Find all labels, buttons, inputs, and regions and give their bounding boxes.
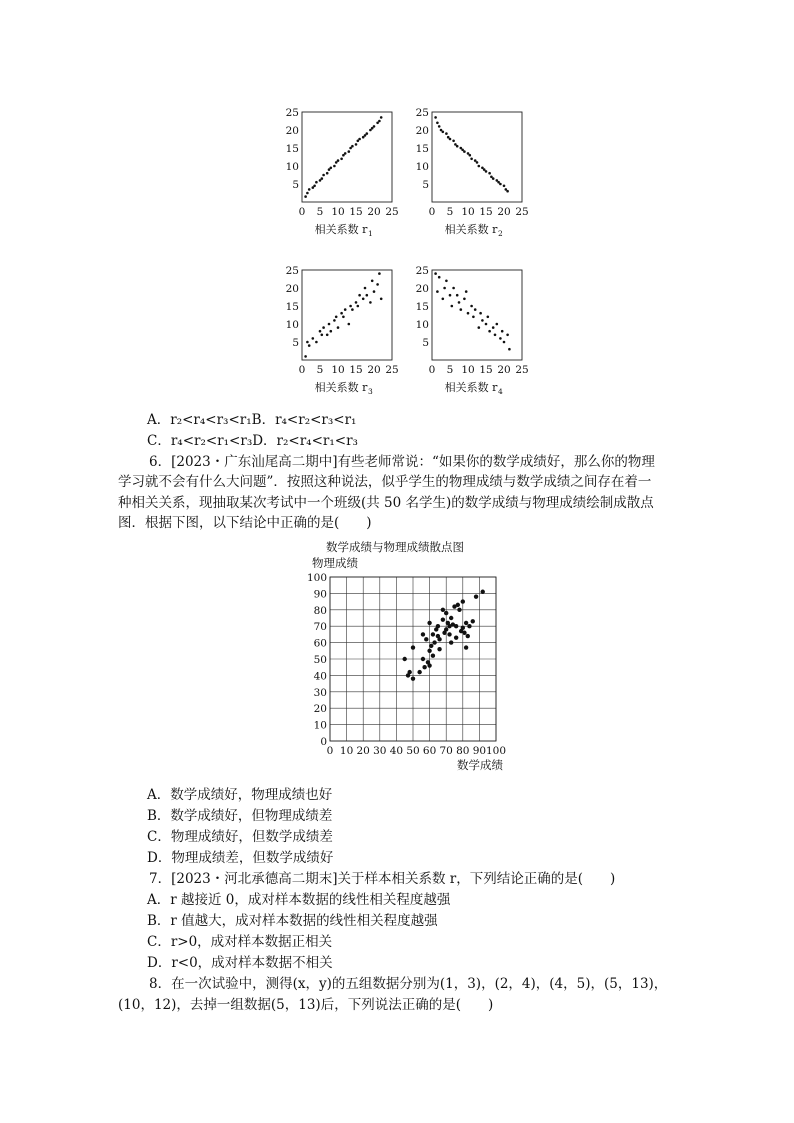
chart-label: 相关系数 r xyxy=(444,223,498,236)
x-tick-label: 15 xyxy=(479,206,493,218)
data-point xyxy=(454,635,458,639)
y-tick-label: 70 xyxy=(313,621,327,634)
data-point xyxy=(315,341,318,344)
y-tick-label: 20 xyxy=(415,125,429,137)
scatter-r2 xyxy=(412,104,530,242)
data-point xyxy=(333,319,336,322)
data-point xyxy=(463,298,466,301)
x-tick-label: 0 xyxy=(298,364,306,376)
x-tick-label: 10 xyxy=(331,206,345,218)
data-point xyxy=(506,190,509,193)
data-point xyxy=(436,290,439,293)
data-point xyxy=(444,627,448,631)
scatter-r4 xyxy=(412,262,530,400)
plot-frame xyxy=(432,112,522,202)
data-point xyxy=(481,590,485,594)
x-tick-label: 15 xyxy=(479,364,493,376)
data-point xyxy=(464,645,468,649)
chart-label: 相关系数 r xyxy=(314,381,368,394)
data-point xyxy=(326,172,329,175)
data-point xyxy=(328,323,331,326)
math-physics-scatter xyxy=(290,534,520,774)
data-point xyxy=(492,177,495,180)
data-point xyxy=(456,294,459,297)
chart-label-subscript: 2 xyxy=(498,229,503,238)
data-point xyxy=(366,294,369,297)
data-point xyxy=(456,145,459,148)
x-axis-label: 数学成绩 xyxy=(457,758,503,772)
q6-line-1: 6．[2023・广东汕尾高二期中]有些老师常说：“如果你的数学成绩好，那么你的物理 xyxy=(149,454,655,470)
y-tick-label: 60 xyxy=(313,637,327,650)
q6-line-3: 种相关关系，现抽取某次考试中一个班级(共 50 名学生)的数学成绩与物理成绩绘制成散点 xyxy=(118,495,654,511)
data-point xyxy=(469,154,472,157)
data-point xyxy=(452,287,455,290)
data-point xyxy=(438,276,441,279)
data-point xyxy=(330,330,333,333)
data-point xyxy=(424,637,428,641)
data-point xyxy=(378,120,381,123)
data-point xyxy=(501,330,504,333)
y-tick-label: 10 xyxy=(285,161,299,173)
scatter-r1 xyxy=(282,104,400,242)
y-tick-label: 15 xyxy=(285,143,299,155)
y-tick-label: 15 xyxy=(415,143,429,155)
q7-option-a: A．r 越接近 0，成对样本数据的线性相关程度越强 xyxy=(147,892,451,908)
data-point xyxy=(308,188,311,191)
data-point xyxy=(434,272,437,275)
data-point xyxy=(447,632,451,636)
data-point xyxy=(499,337,502,340)
data-point xyxy=(358,294,361,297)
data-point xyxy=(467,624,471,628)
data-point xyxy=(454,624,458,628)
data-point xyxy=(322,326,325,329)
x-tick-label: 80 xyxy=(456,745,470,757)
data-point xyxy=(485,323,488,326)
y-tick-label: 15 xyxy=(285,301,299,313)
data-point xyxy=(304,355,307,358)
q6-option-d: D．物理成绩差，但数学成绩好 xyxy=(147,850,334,866)
data-point xyxy=(460,308,463,311)
data-point xyxy=(457,608,461,612)
data-point xyxy=(340,158,343,161)
data-point xyxy=(470,305,473,308)
x-tick-label: 90 xyxy=(472,745,487,757)
data-point xyxy=(508,348,511,351)
plot-area xyxy=(416,265,529,396)
y-tick-label: 25 xyxy=(415,107,429,119)
data-point xyxy=(348,323,351,326)
data-point xyxy=(306,192,309,195)
data-point xyxy=(321,334,324,337)
y-tick-label: 100 xyxy=(306,572,327,584)
q6-option-c: C．物理成绩好，但数学成绩差 xyxy=(147,829,333,845)
data-point xyxy=(478,326,481,329)
q8-line-2: (10，12)，去掉一组数据(5，13)后，下列说法正确的是( ) xyxy=(118,997,494,1013)
data-point xyxy=(306,341,309,344)
y-tick-label: 30 xyxy=(313,686,327,699)
data-point xyxy=(348,150,351,153)
data-point xyxy=(461,626,465,630)
data-point xyxy=(380,116,383,119)
data-point xyxy=(452,140,455,143)
data-point xyxy=(438,125,441,128)
q7-line-1: 7．[2023・河北承德高二期末]关于样本相关系数 r，下列结论正确的是( ) xyxy=(149,871,616,887)
data-point xyxy=(456,603,460,607)
data-point xyxy=(443,287,446,290)
data-point xyxy=(499,183,502,186)
data-point xyxy=(437,647,441,651)
x-tick-label: 15 xyxy=(349,364,363,376)
data-point xyxy=(436,122,439,125)
data-point xyxy=(467,312,470,315)
data-point xyxy=(442,131,445,134)
data-point xyxy=(366,132,369,135)
data-point xyxy=(308,344,311,347)
data-point xyxy=(445,280,448,283)
data-point xyxy=(451,305,454,308)
y-tick-label: 80 xyxy=(313,604,327,617)
data-point xyxy=(337,326,340,329)
q6-line-4: 图．根据下图，以下结论中正确的是( ) xyxy=(118,515,372,531)
q6-option-b: B．数学成绩好，但物理成绩差 xyxy=(147,808,333,824)
data-point xyxy=(319,330,322,333)
data-point xyxy=(330,167,333,170)
data-point xyxy=(373,125,376,128)
x-tick-label: 0 xyxy=(326,745,334,757)
data-point xyxy=(449,640,453,644)
chart-label-subscript: 1 xyxy=(368,229,373,238)
data-point xyxy=(312,337,315,340)
data-point xyxy=(326,334,329,337)
data-point xyxy=(427,621,431,625)
data-point xyxy=(421,632,425,636)
data-point xyxy=(449,616,453,620)
data-point xyxy=(432,640,436,644)
data-point xyxy=(378,272,381,275)
y-tick-label: 0 xyxy=(320,736,327,748)
data-point xyxy=(461,599,465,603)
data-point xyxy=(474,594,478,598)
chart-label: 相关系数 r xyxy=(444,381,498,394)
x-tick-label: 30 xyxy=(373,745,387,757)
x-tick-label: 70 xyxy=(439,745,453,757)
x-tick-label: 25 xyxy=(385,206,399,218)
chart-label-subscript: 4 xyxy=(498,387,503,396)
y-tick-label: 20 xyxy=(285,125,299,137)
data-point xyxy=(315,181,318,184)
x-tick-label: 50 xyxy=(406,745,420,757)
x-tick-label: 5 xyxy=(316,364,324,376)
data-point xyxy=(344,152,347,155)
q5-options-cd: C．r₄<r₂<r₁<r₃D．r₂<r₄<r₁<r₃ xyxy=(147,433,358,449)
data-point xyxy=(340,312,343,315)
y-axis-label: 物理成绩 xyxy=(312,556,358,570)
data-point xyxy=(351,308,354,311)
plot-area xyxy=(286,107,399,238)
data-point xyxy=(380,298,383,301)
x-tick-label: 5 xyxy=(446,364,454,376)
data-point xyxy=(444,611,448,615)
x-tick-label: 0 xyxy=(428,206,436,218)
data-point xyxy=(403,657,407,661)
data-point xyxy=(503,341,506,344)
data-point xyxy=(421,657,425,661)
data-point xyxy=(472,316,475,319)
data-point xyxy=(333,165,336,168)
q6-option-a: A．数学成绩好，物理成绩也好 xyxy=(147,787,333,803)
data-point xyxy=(362,298,365,301)
x-tick-label: 25 xyxy=(385,364,399,376)
data-point xyxy=(373,290,376,293)
data-point xyxy=(506,334,509,337)
y-tick-label: 10 xyxy=(285,319,299,331)
plot-frame xyxy=(302,112,392,202)
data-point xyxy=(407,670,411,674)
chart-label-subscript: 3 xyxy=(368,387,373,396)
x-tick-label: 10 xyxy=(339,745,354,757)
q6-line-2: 学习就不会有什么大问题”．按照这种说法，似乎学生的物理成绩与数学成绩之间存在着一 xyxy=(118,474,652,490)
data-point xyxy=(470,158,473,161)
data-point xyxy=(411,676,415,680)
data-point xyxy=(369,301,372,304)
data-point xyxy=(434,116,437,119)
data-point xyxy=(449,294,452,297)
data-point xyxy=(355,301,358,304)
plot-area xyxy=(286,265,399,396)
data-point xyxy=(441,617,445,621)
data-point xyxy=(445,132,448,135)
scatter-r3 xyxy=(282,262,400,400)
y-tick-label: 25 xyxy=(285,107,299,119)
data-point xyxy=(494,334,497,337)
y-tick-label: 5 xyxy=(422,179,429,191)
y-tick-label: 50 xyxy=(313,654,327,666)
data-point xyxy=(503,185,506,188)
plot-area xyxy=(416,107,529,238)
data-point xyxy=(304,195,307,198)
data-point xyxy=(465,290,468,293)
data-point xyxy=(481,319,484,322)
data-point xyxy=(442,298,445,301)
y-tick-label: 10 xyxy=(415,161,429,173)
data-point xyxy=(441,608,445,612)
plot-frame xyxy=(432,270,522,360)
data-point xyxy=(478,165,481,168)
data-point xyxy=(358,138,361,141)
x-tick-label: 5 xyxy=(446,206,454,218)
x-tick-label: 20 xyxy=(497,206,511,218)
data-point xyxy=(321,177,324,180)
data-point xyxy=(479,312,482,315)
data-point xyxy=(488,330,491,333)
x-tick-label: 40 xyxy=(389,745,404,757)
data-point xyxy=(462,631,466,635)
data-point xyxy=(431,654,435,658)
data-point xyxy=(449,138,452,141)
data-point xyxy=(485,170,488,173)
x-tick-label: 20 xyxy=(367,364,381,376)
chart-label: 相关系数 r xyxy=(314,223,368,236)
data-point xyxy=(471,619,475,623)
x-tick-label: 60 xyxy=(422,745,437,757)
q7-option-d: D．r<0，成对样本数据不相关 xyxy=(147,955,333,971)
data-point xyxy=(349,305,352,308)
data-point xyxy=(427,663,431,667)
chart-title: 数学成绩与物理成绩散点图 xyxy=(326,540,464,554)
data-point xyxy=(322,174,325,177)
data-point xyxy=(458,301,461,304)
data-point xyxy=(431,632,435,636)
data-point xyxy=(474,308,477,311)
x-tick-label: 20 xyxy=(497,364,511,376)
data-point xyxy=(342,316,345,319)
data-point xyxy=(487,316,490,319)
x-tick-label: 10 xyxy=(461,206,475,218)
q8-line-1: 8．在一次试验中，测得(x，y)的五组数据分别为(1，3)，(2，4)，(4，5)，(5，13)， xyxy=(149,976,668,992)
data-point xyxy=(376,283,379,286)
x-tick-label: 10 xyxy=(331,364,345,376)
y-tick-label: 15 xyxy=(415,301,429,313)
data-point xyxy=(437,637,441,641)
data-point xyxy=(429,644,433,648)
x-tick-label: 0 xyxy=(428,364,436,376)
data-point xyxy=(355,143,358,146)
x-tick-label: 20 xyxy=(367,206,381,218)
q7-option-b: B．r 值越大，成对样本数据的线性相关程度越强 xyxy=(147,913,438,929)
x-tick-label: 0 xyxy=(298,206,306,218)
q5-options-ab: A．r₂<r₄<r₃<r₁B．r₄<r₂<r₃<r₁ xyxy=(147,412,357,428)
data-point xyxy=(335,316,338,319)
data-point xyxy=(496,323,499,326)
data-point xyxy=(476,161,479,164)
y-tick-label: 25 xyxy=(285,265,299,277)
x-tick-label: 20 xyxy=(356,745,370,757)
y-tick-label: 5 xyxy=(422,337,429,349)
y-tick-label: 5 xyxy=(292,179,299,191)
x-tick-label: 10 xyxy=(461,364,475,376)
data-point xyxy=(488,172,491,175)
x-tick-label: 25 xyxy=(515,206,529,218)
data-point xyxy=(371,280,374,283)
y-tick-label: 5 xyxy=(292,337,299,349)
data-point xyxy=(357,305,360,308)
y-tick-label: 10 xyxy=(313,719,327,732)
y-tick-label: 20 xyxy=(285,283,299,295)
y-tick-label: 20 xyxy=(415,283,429,295)
x-tick-label: 15 xyxy=(349,206,363,218)
y-tick-label: 40 xyxy=(313,670,327,683)
data-point xyxy=(464,621,468,625)
data-point xyxy=(427,649,431,653)
y-tick-label: 10 xyxy=(415,319,429,331)
data-point xyxy=(417,670,421,674)
y-tick-label: 20 xyxy=(313,703,327,716)
data-point xyxy=(463,150,466,153)
data-point xyxy=(436,624,440,628)
y-tick-label: 25 xyxy=(415,265,429,277)
data-point xyxy=(411,645,415,649)
data-point xyxy=(313,185,316,188)
data-point xyxy=(344,308,347,311)
data-point xyxy=(422,665,426,669)
x-tick-label: 100 xyxy=(485,745,507,757)
x-tick-label: 25 xyxy=(515,364,529,376)
y-tick-label: 90 xyxy=(313,588,327,601)
q7-option-c: C．r>0，成对样本数据正相关 xyxy=(147,934,333,950)
data-point xyxy=(466,634,470,638)
data-point xyxy=(337,159,340,162)
x-tick-label: 5 xyxy=(316,206,324,218)
data-point xyxy=(492,326,495,329)
data-point xyxy=(351,145,354,148)
data-point xyxy=(364,287,367,290)
